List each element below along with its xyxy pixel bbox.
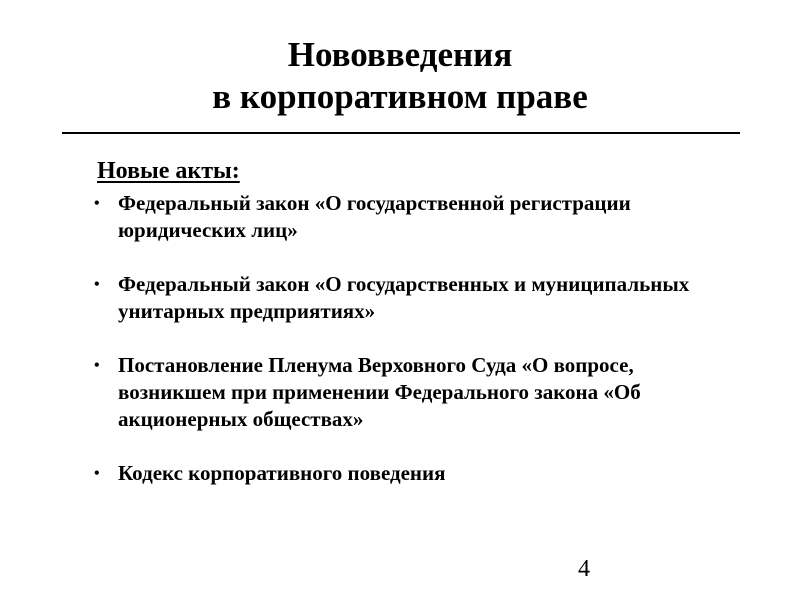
title-line-2: в корпоративном праве <box>212 77 588 116</box>
list-item <box>94 271 744 325</box>
bullet-icon: • <box>94 357 100 374</box>
bullet-list <box>94 190 744 514</box>
list-item-text: Федеральный закон «О государственной регистрации юридических лиц» <box>118 191 631 242</box>
subheading: Новые акты: <box>97 158 240 184</box>
title-line-1: Нововведения <box>287 35 513 74</box>
bullet-icon: • <box>94 465 100 482</box>
list-item-text: Федеральный закон «О государственных и муниципальных унитарных предприятиях» <box>118 272 690 323</box>
bullet-icon: • <box>94 195 100 212</box>
bullet-icon: • <box>94 276 100 293</box>
slide-title <box>0 34 800 118</box>
page-number: 4 <box>578 556 590 582</box>
list-item <box>94 460 744 487</box>
list-item <box>94 190 744 244</box>
list-item-text: Кодекс корпоративного поведения <box>118 461 446 485</box>
list-item <box>94 352 744 433</box>
title-divider <box>62 132 740 134</box>
list-item-text: Постановление Пленума Верховного Суда «О вопросе, возникшем при применении Федерального закона «Об акционерных обществах» <box>118 353 641 431</box>
